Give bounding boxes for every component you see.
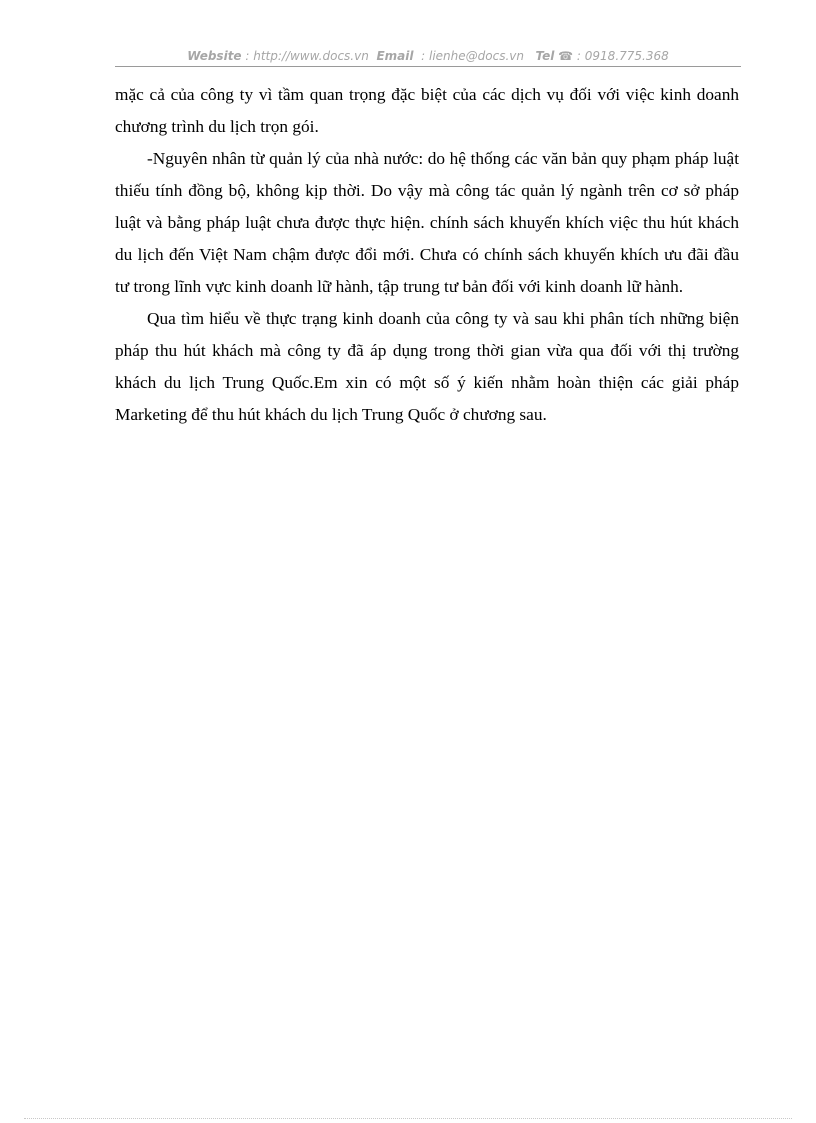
phone-icon: ☎ xyxy=(558,49,574,63)
paragraph-1: mặc cả của công ty vì tầm quan trọng đặc biệt của các dịch vụ đối với việc kinh doanh chương trình du lịch trọn gói. xyxy=(115,85,739,136)
website-link[interactable]: http://www.docs.vn xyxy=(253,49,369,63)
tel-label: Tel xyxy=(535,49,555,63)
email-link[interactable]: lienhe@docs.vn xyxy=(429,49,524,63)
footer-divider xyxy=(24,1118,792,1119)
header-divider xyxy=(115,66,741,67)
paragraph-2: -Nguyên nhân từ quản lý của nhà nước: do hệ thống các văn bản quy phạm pháp luật thiếu tính đồng bộ, không kịp thời. Do vậy mà công tác quản lý ngành trên cơ sở pháp luật và bằng pháp luật chưa được thực hiện. chính sách khuyến khích việc thu hút khách du lịch đến Việt Nam chậm được đổi mới. Chưa có chính sách khuyến khích ưu đãi đầu tư trong lĩnh vực kinh doanh lữ hành, tập trung tư bản đối với kinh doanh lữ hành. xyxy=(115,149,739,296)
tel-separator: : xyxy=(573,49,585,63)
email-label: Email xyxy=(376,49,414,63)
page-header xyxy=(115,47,741,65)
email-separator: : xyxy=(417,49,429,63)
document-body xyxy=(115,79,739,431)
website-label: Website xyxy=(187,49,242,63)
tel-value: 0918.775.368 xyxy=(584,49,669,63)
paragraph-3: Qua tìm hiểu về thực trạng kinh doanh của công ty và sau khi phân tích những biện pháp thu hút khách mà công ty đã áp dụng trong thời gian vừa qua đối với thị trường khách du lịch Trung Quốc.Em xin có một số ý kiến nhằm hoàn thiện các giải pháp Marketing để thu hút khách du lịch Trung Quốc ở chương sau. xyxy=(115,309,739,424)
website-separator: : xyxy=(241,49,254,63)
